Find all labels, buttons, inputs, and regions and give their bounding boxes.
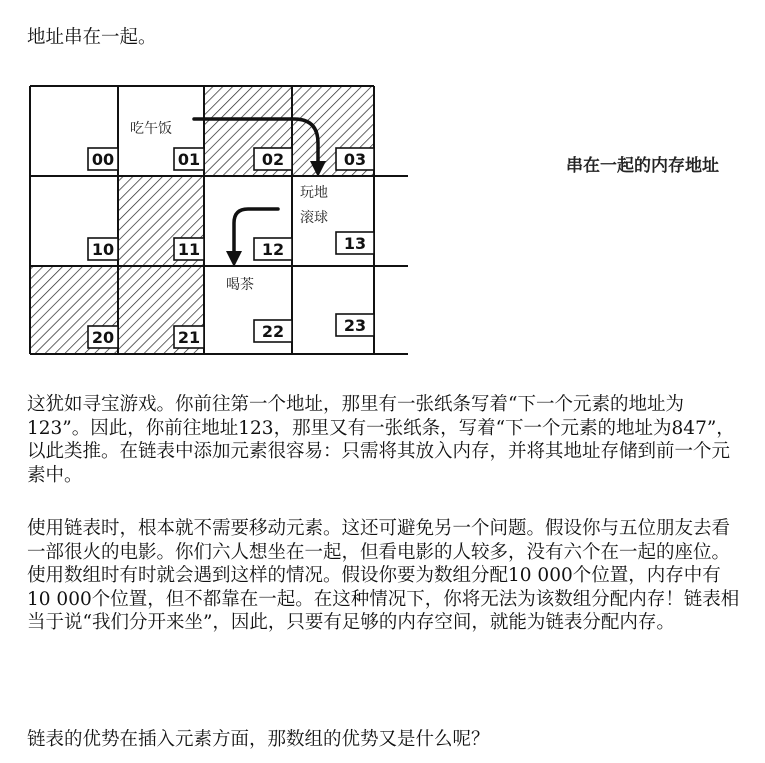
cell-label-21: 21 bbox=[177, 328, 201, 347]
paragraph-treasure-hunt: 这犹如寻宝游戏。你前往第一个地址，那里有一张纸条写着“下一个元素的地址为123”。因此，你前往地址123，那里又有一张纸条，写着“下一个元素的地址为847”，以此类推。在链表中添加元素很容易：只需将其放入内存，并将其地址存储到前一个元素中。 bbox=[27, 394, 735, 486]
cell-label-12: 12 bbox=[261, 240, 285, 259]
note-bowling-1: 玩地 bbox=[300, 185, 328, 201]
note-tea: 喝茶 bbox=[226, 277, 254, 293]
cell-label-11: 11 bbox=[177, 240, 201, 259]
cell-label-10: 10 bbox=[91, 240, 115, 259]
cell-label-23: 23 bbox=[343, 316, 367, 335]
cell-label-22: 22 bbox=[261, 322, 285, 341]
paragraph-array-advantage: 链表的优势在插入元素方面，那数组的优势又是什么呢？ bbox=[27, 729, 490, 750]
cell-label-03: 03 bbox=[343, 150, 367, 169]
figure-caption: 串在一起的内存地址 bbox=[566, 156, 719, 176]
arrowhead-down-icon-2 bbox=[226, 251, 242, 267]
note-eat: 吃午饭 bbox=[130, 121, 172, 137]
cell-label-13: 13 bbox=[343, 234, 367, 253]
memory-grid-figure bbox=[26, 75, 411, 365]
paragraph-movie-seats: 使用链表时，根本就不需要移动元素。这还可避免另一个问题。假设你与五位朋友去看一部很火的电影。你们六人想坐在一起，但看电影的人较多，没有六个在一起的座位。使用数组时有时就会遇到这样的情况。假设你要为数组分配10 000个位置，内存中有10 000个位置，但不都靠在一起。在这种情况下，你将无法为该数组分配内存！链表相当于说“我们分开来坐”，因此，只要有足够的内存空间，就能为链表分配内存。 bbox=[27, 518, 740, 633]
cell-label-01: 01 bbox=[177, 150, 201, 169]
memory-grid-illustration bbox=[26, 75, 411, 365]
cell-label-02: 02 bbox=[261, 150, 285, 169]
cell-label-20: 20 bbox=[91, 328, 115, 347]
intro-text: 地址串在一起。 bbox=[27, 27, 157, 48]
note-bowling-2: 滚球 bbox=[300, 210, 328, 226]
cell-label-00: 00 bbox=[91, 150, 115, 169]
